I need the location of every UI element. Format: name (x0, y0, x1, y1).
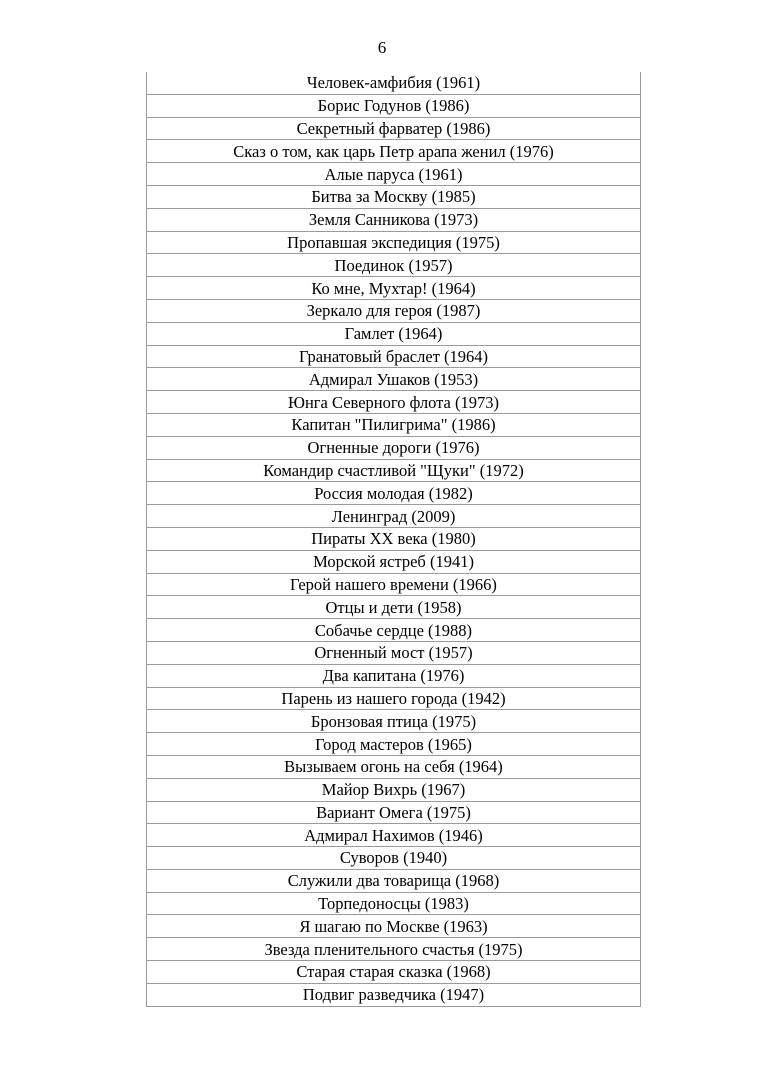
film-title-cell: Земля Санникова (1973) (147, 208, 641, 231)
film-title-cell: Человек-амфибия (1961) (147, 72, 641, 94)
table-row (147, 778, 641, 801)
table-row (147, 801, 641, 824)
film-title-cell: Битва за Москву (1985) (147, 185, 641, 208)
film-title-cell: Подвиг разведчика (1947) (147, 983, 641, 1006)
film-title-cell: Гамлет (1964) (147, 322, 641, 345)
film-title-cell: Гранатовый браслет (1964) (147, 345, 641, 368)
film-title-cell: Адмирал Ушаков (1953) (147, 368, 641, 391)
film-table-body (147, 72, 641, 1006)
film-table (146, 72, 641, 1007)
table-row (147, 413, 641, 436)
table-row (147, 72, 641, 94)
table-row (147, 619, 641, 642)
table-row (147, 94, 641, 117)
film-title-cell: Вариант Омега (1975) (147, 801, 641, 824)
table-row (147, 254, 641, 277)
table-row (147, 573, 641, 596)
film-title-cell: Сказ о том, как царь Петр арапа женил (1976) (147, 140, 641, 163)
film-title-cell: Ко мне, Мухтар! (1964) (147, 277, 641, 300)
table-row (147, 733, 641, 756)
table-row (147, 755, 641, 778)
film-title-cell: Огненный мост (1957) (147, 641, 641, 664)
page-number: 6 (377, 38, 387, 57)
table-row (147, 550, 641, 573)
table-row (147, 596, 641, 619)
table-row (147, 527, 641, 550)
table-row (147, 368, 641, 391)
table-row (147, 322, 641, 345)
film-title-cell: Зеркало для героя (1987) (147, 299, 641, 322)
film-title-cell: Звезда пленительного счастья (1975) (147, 938, 641, 961)
film-title-cell: Я шагаю по Москве (1963) (147, 915, 641, 938)
table-row (147, 710, 641, 733)
table-row (147, 505, 641, 528)
film-title-cell: Борис Годунов (1986) (147, 94, 641, 117)
table-row (147, 641, 641, 664)
table-row (147, 185, 641, 208)
film-title-cell: Майор Вихрь (1967) (147, 778, 641, 801)
table-row (147, 482, 641, 505)
film-title-cell: Россия молодая (1982) (147, 482, 641, 505)
table-row (147, 231, 641, 254)
film-title-cell: Алые паруса (1961) (147, 163, 641, 186)
table-row (147, 436, 641, 459)
table-row (147, 687, 641, 710)
table-row (147, 892, 641, 915)
table-row (147, 391, 641, 414)
film-title-cell: Два капитана (1976) (147, 664, 641, 687)
table-row (147, 664, 641, 687)
film-title-cell: Старая старая сказка (1968) (147, 961, 641, 984)
film-title-cell: Командир счастливой "Щуки" (1972) (147, 459, 641, 482)
table-row (147, 983, 641, 1006)
film-title-cell: Юнга Северного флота (1973) (147, 391, 641, 414)
film-title-cell: Пропавшая экспедиция (1975) (147, 231, 641, 254)
film-title-cell: Бронзовая птица (1975) (147, 710, 641, 733)
table-row (147, 915, 641, 938)
table-row (147, 163, 641, 186)
table-row (147, 869, 641, 892)
table-row (147, 938, 641, 961)
film-title-cell: Суворов (1940) (147, 847, 641, 870)
film-title-cell: Парень из нашего города (1942) (147, 687, 641, 710)
film-title-cell: Пираты XX века (1980) (147, 527, 641, 550)
table-row (147, 847, 641, 870)
table-row (147, 459, 641, 482)
film-title-cell: Собачье сердце (1988) (147, 619, 641, 642)
film-title-cell: Адмирал Нахимов (1946) (147, 824, 641, 847)
film-title-cell: Капитан "Пилигрима" (1986) (147, 413, 641, 436)
table-row (147, 824, 641, 847)
table-row (147, 345, 641, 368)
table-row (147, 117, 641, 140)
table-row (147, 140, 641, 163)
table-row (147, 208, 641, 231)
film-title-cell: Секретный фарватер (1986) (147, 117, 641, 140)
film-title-cell: Поединок (1957) (147, 254, 641, 277)
film-title-cell: Отцы и дети (1958) (147, 596, 641, 619)
film-title-cell: Герой нашего времени (1966) (147, 573, 641, 596)
film-title-cell: Город мастеров (1965) (147, 733, 641, 756)
film-title-cell: Вызываем огонь на себя (1964) (147, 755, 641, 778)
film-title-cell: Торпедоносцы (1983) (147, 892, 641, 915)
film-title-cell: Огненные дороги (1976) (147, 436, 641, 459)
table-row (147, 299, 641, 322)
film-title-cell: Служили два товарища (1968) (147, 869, 641, 892)
film-title-cell: Морской ястреб (1941) (147, 550, 641, 573)
film-title-cell: Ленинград (2009) (147, 505, 641, 528)
table-row (147, 277, 641, 300)
table-row (147, 961, 641, 984)
